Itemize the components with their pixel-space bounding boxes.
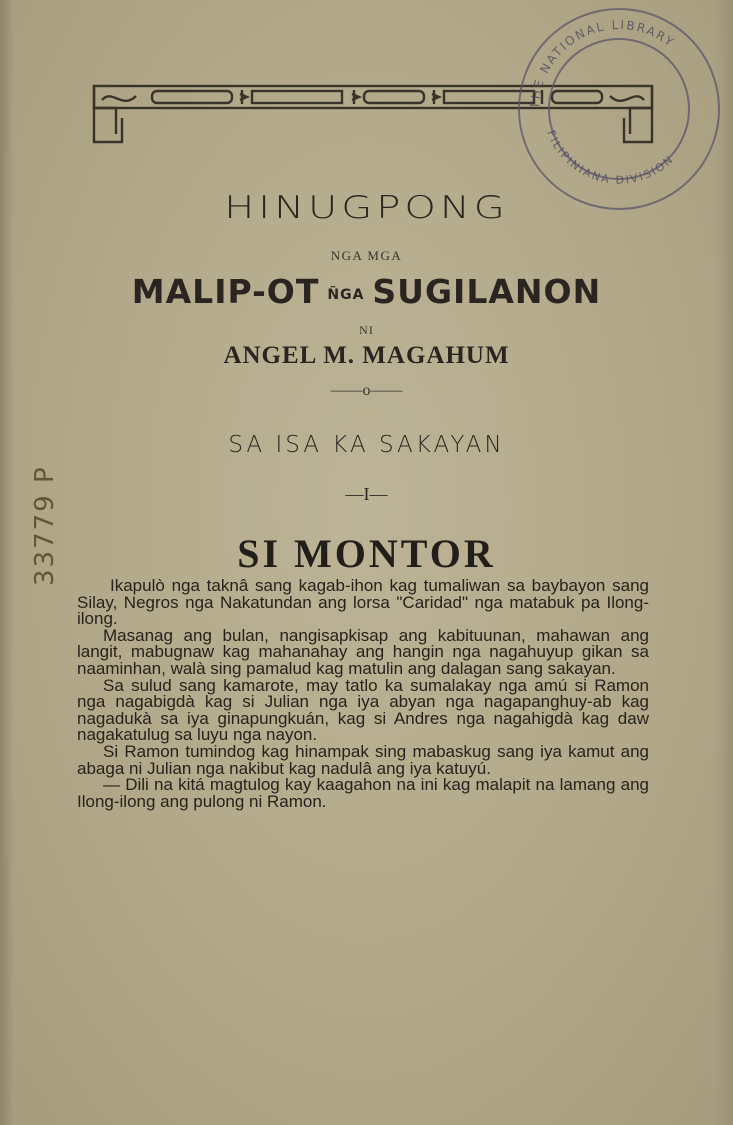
section-title: SA ISA KA SAKAYAN xyxy=(228,432,505,458)
paragraph: Masanag ang bulan, nangisapkisap ang kabituunan, mahawan ang langit, mabugnaw kag mahanahay ang hangin nga nagahuyup gikan sa naaminhan, walà sing pamalud kag matulin ang dalagan sang sakayan. xyxy=(77,625,649,678)
paragraph: Si Ramon tumindog kag hinampak sing mabaskug sang iya kamut ang abaga ni Julian nga nakibut kag nadulâ ang iya katuyú. xyxy=(77,741,649,778)
book-title-line2 xyxy=(0,272,733,311)
story-body xyxy=(77,578,649,810)
chapter-title: SI MONTOR xyxy=(237,531,496,576)
title-part-malip-ot: MALIP-OT xyxy=(131,272,320,311)
paragraph: Sa sulud sang kamarote, may tatlo ka sumalakay nga amú si Ramon nga nagabigdà kag si Julian nga iya abyan nga nagapanghuy-ab kag nagadukà sa iya ginapungkuán, kag si Andres nga nagahigdà kag daw nagakatulug sa luyu nga nayon. xyxy=(77,675,649,745)
paragraph: — Dili na kitá magtulog kay kaagahon na ini kag malapit na lamang ang Ilong-ilong ang pulong ni Ramon. xyxy=(77,775,649,811)
title-part-nga: ÑGA xyxy=(327,287,365,303)
handwritten-call-number: 33779 P xyxy=(30,465,60,586)
author-name: ANGEL M. MAGAHUM xyxy=(223,342,510,369)
svg-text:FILIPINIANA DIVISION xyxy=(544,128,677,186)
title-part-sugilanon: SUGILANON xyxy=(372,272,602,311)
byline-ni: NI xyxy=(359,323,374,337)
stamp-text-bottom: FILIPINIANA DIVISION xyxy=(544,128,677,187)
chapter-number: —I— xyxy=(345,484,388,504)
stamp-text-top: THE NATIONAL LIBRARY xyxy=(527,17,678,110)
library-stamp xyxy=(512,2,726,216)
subtitle-nga-mga: NGA MGA xyxy=(330,248,403,263)
paragraph: Ikapulò nga taknâ sang kagab-ihon kag tumaliwan sa baybayon sang Silay, Negros nga Nakatundan ang lorsa "Caridad" nga matabuk pa Ilong-ilong. xyxy=(77,576,649,629)
book-title-line1: HINUGPONG xyxy=(224,190,509,226)
separator: ——o—— xyxy=(330,382,403,399)
